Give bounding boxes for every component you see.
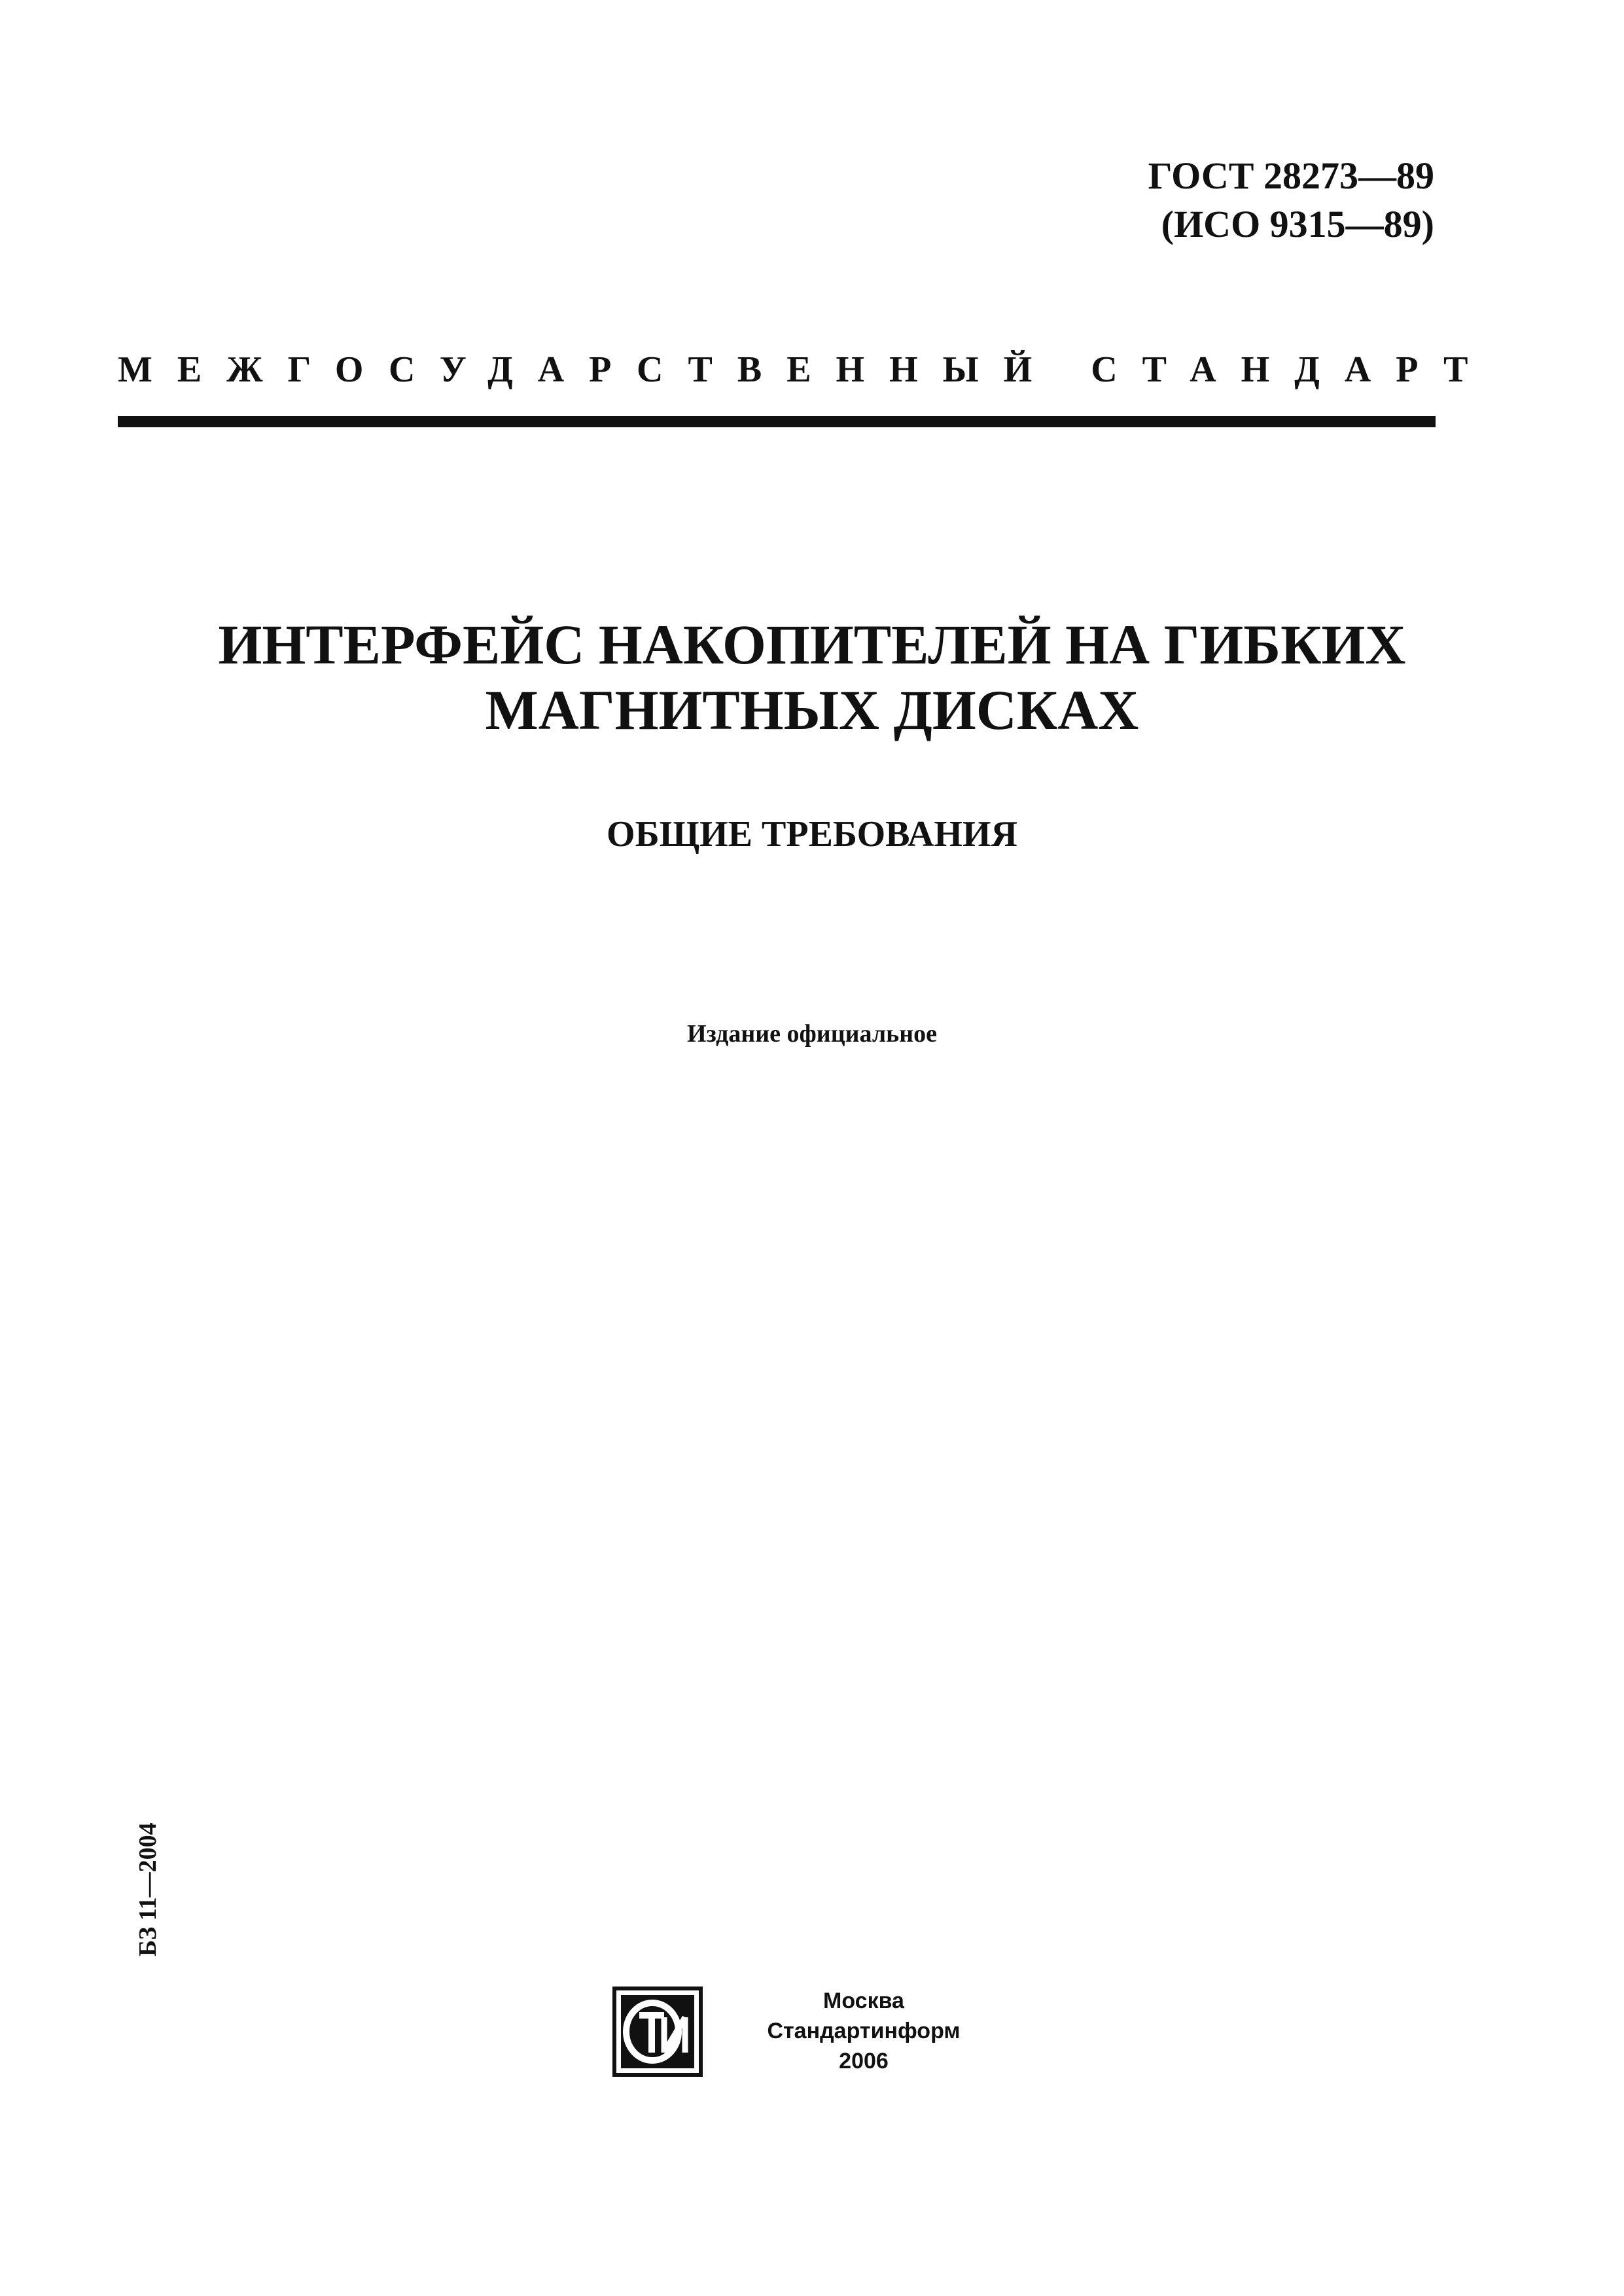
edition-note: Издание официальное: [686, 1020, 937, 1048]
publisher-name: Стандартинформ: [767, 2019, 961, 2043]
standard-number: ГОСТ 28273—89: [1148, 154, 1434, 197]
title-line-1: ИНТЕРФЕЙС НАКОПИТЕЛЕЙ НА ГИБКИХ: [218, 613, 1406, 676]
standartinform-logo-icon: [612, 1986, 703, 2077]
publisher-city: Москва: [823, 1988, 904, 2013]
header-rule: [118, 416, 1436, 427]
document-subtitle: ОБЩИЕ ТРЕБОВАНИЯ: [607, 814, 1017, 855]
standard-designation: [1148, 152, 1434, 249]
document-title: [0, 612, 1624, 743]
publication-year: 2006: [839, 2049, 889, 2074]
side-code: БЗ 11—2004: [134, 1822, 162, 1956]
publisher-block: [720, 1986, 1008, 2076]
iso-reference: (ИСО 9315—89): [1161, 203, 1434, 245]
standard-category: МЕЖГОСУДАРСТВЕННЫЙ СТАНДАРТ: [118, 349, 1493, 390]
title-line-2: МАГНИТНЫХ ДИСКАХ: [485, 679, 1139, 741]
